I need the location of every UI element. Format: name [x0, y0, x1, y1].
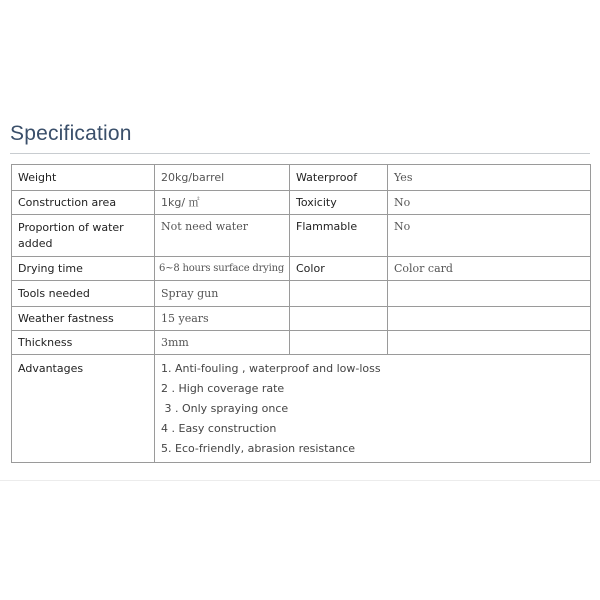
spec-value: 20kg/barrel [155, 165, 290, 191]
table-row [12, 257, 591, 281]
advantages-list [161, 359, 584, 459]
spec-label: Toxicity [290, 191, 388, 215]
spec-label [290, 281, 388, 307]
page-title: Specification [10, 122, 132, 145]
footer-divider [0, 480, 600, 481]
spec-value: Yes [388, 165, 591, 191]
table-row [12, 165, 591, 191]
table-row [12, 215, 591, 257]
spec-value: No [388, 191, 591, 215]
spec-value: 1kg/ ㎡ [155, 191, 290, 215]
list-item: 1. Anti-fouling , waterproof and low-loss [161, 362, 381, 375]
spec-value: Not need water [155, 215, 290, 257]
spec-label [290, 307, 388, 331]
specification-table [11, 164, 591, 463]
spec-value: Spray gun [155, 281, 290, 307]
spec-label: Color [290, 257, 388, 281]
spec-label: Construction area [12, 191, 155, 215]
spec-value [388, 281, 591, 307]
spec-label: Proportion of water added [12, 215, 155, 257]
list-item: 2 . High coverage rate [161, 382, 285, 395]
list-item: 4 . Easy construction [161, 422, 277, 435]
spec-value: 15 years [155, 307, 290, 331]
table-row [12, 307, 591, 331]
title-divider [10, 153, 590, 154]
spec-label: Drying time [12, 257, 155, 281]
spec-label [290, 331, 388, 355]
spec-value: Color card [388, 257, 591, 281]
spec-label: Thickness [12, 331, 155, 355]
spec-label: Flammable [290, 215, 388, 257]
spec-label: Tools needed [12, 281, 155, 307]
spec-label: Weight [12, 165, 155, 191]
list-item: 3 . Only spraying once [161, 402, 289, 415]
spec-label: Weather fastness [12, 307, 155, 331]
spec-value [388, 331, 591, 355]
spec-value [388, 307, 591, 331]
table-row-advantages [12, 355, 591, 463]
list-item: 5. Eco-friendly, abrasion resistance [161, 442, 356, 455]
table-row [12, 191, 591, 215]
advantages-label: Advantages [12, 355, 155, 463]
spec-label: Waterproof [290, 165, 388, 191]
advantages-cell [155, 355, 591, 463]
table-row [12, 281, 591, 307]
spec-value: No [388, 215, 591, 257]
table-row [12, 331, 591, 355]
spec-value: 6~8 hours surface drying [155, 257, 290, 281]
spec-value: 3mm [155, 331, 290, 355]
